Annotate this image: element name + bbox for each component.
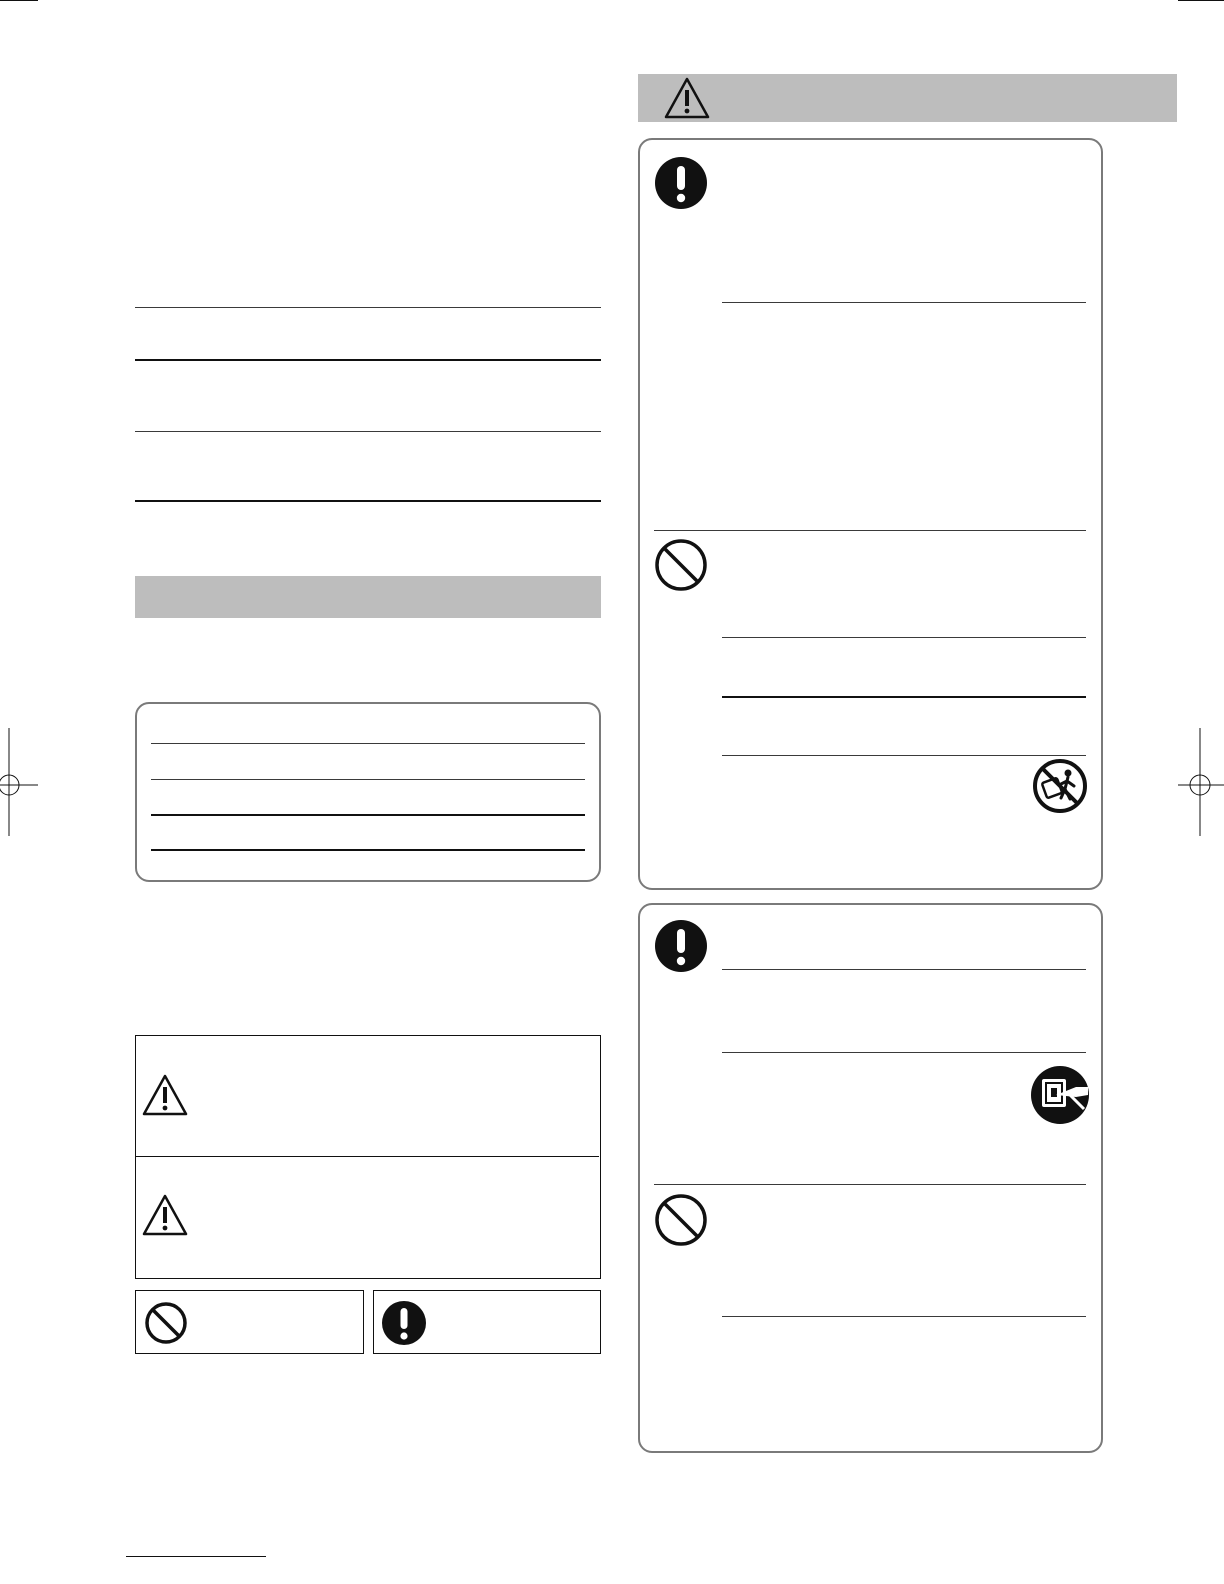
mandatory-legend-box — [373, 1290, 601, 1354]
table-rule — [135, 307, 601, 308]
checklist-rule — [151, 779, 585, 780]
warning-header-bar — [638, 74, 1177, 122]
warning-triangle-icon — [664, 77, 710, 119]
symbol-legend-table — [135, 1035, 601, 1279]
item-rule — [722, 302, 1086, 303]
checklist-rule — [151, 814, 585, 816]
checklist-rule — [151, 743, 585, 744]
exclamation-mandatory-icon — [654, 919, 708, 973]
unplug-power-icon — [1030, 1065, 1090, 1125]
crop-mark-bottom-left-line — [126, 1556, 266, 1557]
checklist-rule — [151, 849, 585, 851]
prohibited-circle-icon — [654, 538, 708, 592]
item-rule — [722, 1316, 1086, 1317]
crop-mark-top-left — [0, 0, 38, 1]
item-rule — [722, 1052, 1086, 1053]
exclamation-mandatory-icon — [381, 1300, 427, 1346]
caution-box — [638, 903, 1103, 1453]
prohibited-legend-box — [135, 1290, 364, 1354]
exclamation-mandatory-icon — [654, 156, 708, 210]
prohibited-circle-icon — [144, 1301, 188, 1345]
warning-triangle-icon — [142, 1074, 188, 1116]
table-rule — [135, 359, 601, 361]
registration-mark-left — [0, 728, 42, 841]
table-rule — [135, 500, 601, 502]
checklist-box — [135, 702, 601, 882]
item-rule — [722, 696, 1086, 698]
registration-mark-right — [1176, 728, 1224, 841]
legend-divider — [136, 1156, 599, 1157]
group-divider — [654, 1184, 1086, 1185]
crop-mark-top-right — [1178, 0, 1224, 1]
item-rule — [722, 637, 1086, 638]
item-rule — [722, 969, 1086, 970]
table-rule — [135, 431, 601, 432]
item-rule — [722, 755, 1086, 756]
do-not-touch-icon — [1032, 758, 1088, 814]
section-header-bar — [135, 576, 601, 618]
prohibited-circle-icon — [654, 1193, 708, 1247]
warning-box — [638, 138, 1103, 890]
warning-triangle-icon — [142, 1194, 188, 1236]
group-divider — [654, 530, 1086, 531]
